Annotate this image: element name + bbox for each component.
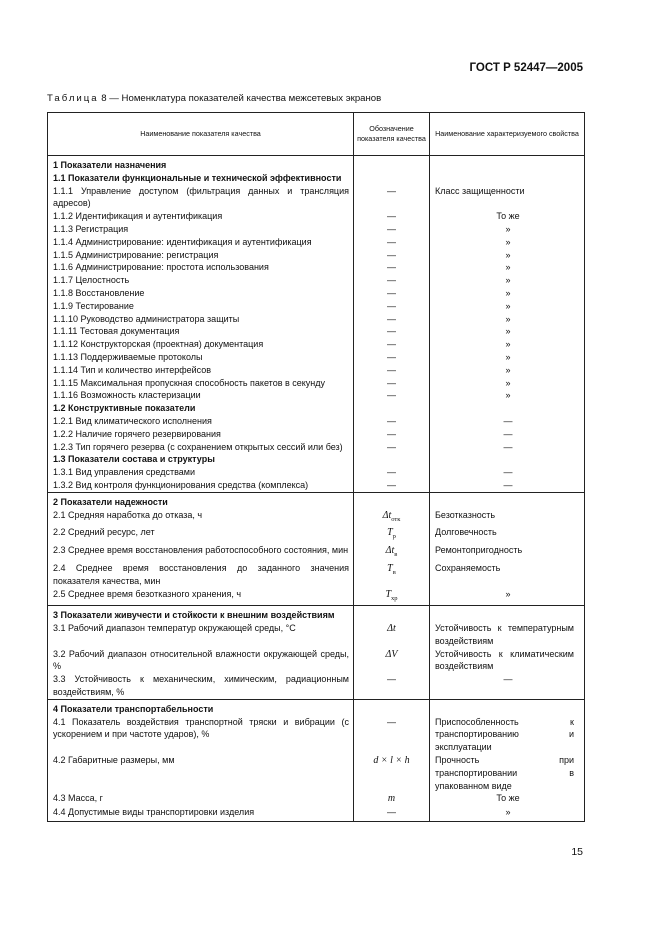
table-row [48,453,585,466]
indicator-name-cell: 1.1.11 Тестовая документация [48,325,354,338]
table-row [48,156,585,172]
indicator-name-cell: 4 Показатели транспортабельности [48,699,354,715]
table-row [48,492,585,508]
indicator-symbol-subscript: р [392,533,396,541]
table-row [48,249,585,262]
table-row [48,351,585,364]
indicator-name-cell: 4.1 Показатель воздействия транспортной тряски и вибрации (с ускорением и при частоте ударов), % [48,716,354,754]
indicator-symbol-cell: — [354,673,430,699]
column-header-property: Наименование характеризуемого свойства [430,113,585,156]
indicator-symbol: T [387,562,393,574]
indicator-symbol-subscript: хр [391,594,398,602]
indicator-symbol-cell: — [354,479,430,492]
table-row [48,389,585,402]
property-cell: Безотказность [430,509,585,527]
property-cell: Сохраняемость [430,562,585,588]
column-header-name: Наименование показателя качества [48,113,354,156]
table-row [48,313,585,326]
indicator-symbol-cell [354,509,430,527]
indicator-name-cell: 1.1.9 Тестирование [48,300,354,313]
indicator-name-cell: 3.1 Рабочий диапазон температур окружающей среды, °С [48,622,354,648]
table-row [48,588,585,606]
indicator-symbol-cell: — [354,364,430,377]
table-row [48,325,585,338]
indicator-name-cell: 3 Показатели живучести и стойкости к внешним воздействиям [48,606,354,622]
property-cell [430,492,585,508]
table-caption-text: 8 — Номенклатура показателей качества межсетевых экранов [101,93,382,104]
indicator-name-cell: 1.1.5 Администрирование: регистрация [48,249,354,262]
indicator-symbol-cell: — [354,274,430,287]
indicator-symbol-cell: — [354,441,430,454]
property-cell: » [430,806,585,821]
table-row [48,606,585,622]
indicator-name-cell: 1.1.4 Администрирование: идентификация и аутентификация [48,236,354,249]
indicator-symbol-cell: — [354,338,430,351]
table-row [48,274,585,287]
property-cell: Устойчивость к температурным воздействиям [430,622,585,648]
property-cell: То же [430,210,585,223]
property-cell: » [430,223,585,236]
indicator-symbol: m [387,793,396,805]
table-row [48,509,585,527]
property-cell: » [430,249,585,262]
table-row [48,428,585,441]
indicator-symbol-cell [354,606,430,622]
indicator-symbol-cell [354,402,430,415]
indicator-name-cell: 2.4 Среднее время восстановления до заданного значения показателя качества, мин [48,562,354,588]
table-row [48,377,585,390]
table-row [48,300,585,313]
indicator-symbol-cell [354,453,430,466]
table-row [48,441,585,454]
property-cell: — [430,479,585,492]
indicator-name-cell: 2 Показатели надежности [48,492,354,508]
property-cell [430,453,585,466]
property-cell: » [430,300,585,313]
table-row [48,210,585,223]
indicator-symbol: d × l × h [373,755,410,767]
table-row [48,185,585,211]
indicator-symbol-cell: — [354,261,430,274]
table-body [48,156,585,822]
indicator-name-cell: 1.1.13 Поддерживаемые протоколы [48,351,354,364]
indicator-symbol-cell: — [354,351,430,364]
indicator-name-cell: 2.1 Средняя наработка до отказа, ч [48,509,354,527]
table-row [48,673,585,699]
indicator-symbol-subscript: в [394,551,398,559]
table-row [48,544,585,562]
indicator-symbol-cell [354,622,430,648]
table-row [48,754,585,792]
property-cell: Приспособленность к транспортированию и эксплуатации [430,716,585,754]
quality-indicators-table [47,112,585,822]
table-row [48,792,585,806]
indicator-symbol-cell: — [354,716,430,754]
indicator-symbol-cell: — [354,325,430,338]
property-cell: » [430,325,585,338]
indicator-symbol-cell: — [354,223,430,236]
table-row [48,402,585,415]
property-cell: Долговечность [430,526,585,544]
indicator-name-cell: 2.5 Среднее время безотказного хранения, ч [48,588,354,606]
property-cell: » [430,287,585,300]
property-cell: — [430,673,585,699]
indicator-symbol-subscript: в [392,568,396,576]
indicator-symbol-cell [354,648,430,674]
property-cell [430,172,585,185]
indicator-symbol: Δt [385,545,395,557]
indicator-symbol-cell: — [354,287,430,300]
property-cell: Прочность при транспортировании в упакованном виде [430,754,585,792]
indicator-symbol-cell [354,172,430,185]
table-row [48,466,585,479]
table-row [48,415,585,428]
indicator-name-cell: 1.1.15 Максимальная пропускная способность пакетов в секунду [48,377,354,390]
property-cell: » [430,261,585,274]
table-row [48,261,585,274]
indicator-symbol-cell [354,526,430,544]
indicator-name-cell: 2.2 Средний ресурс, лет [48,526,354,544]
table-row [48,716,585,754]
indicator-name-cell: 1.2 Конструктивные показатели [48,402,354,415]
document-code: ГОСТ Р 52447—2005 [469,62,583,74]
indicator-symbol-cell: — [354,415,430,428]
table-row [48,648,585,674]
table-row [48,223,585,236]
property-cell [430,606,585,622]
indicator-symbol-cell [354,562,430,588]
table-row [48,526,585,544]
indicator-symbol-cell [354,156,430,172]
indicator-symbol: T [385,588,392,600]
indicator-symbol: Δt [387,623,396,635]
property-cell: — [430,428,585,441]
indicator-name-cell: 3.3 Устойчивость к механическим, химическим, радиационным воздействиям, % [48,673,354,699]
property-cell: То же [430,792,585,806]
property-cell: Класс защищенности [430,185,585,211]
property-cell: » [430,313,585,326]
table-row [48,699,585,715]
property-cell: Устойчивость к климатическим воздействиям [430,648,585,674]
indicator-name-cell: 4.4 Допустимые виды транспортировки изделия [48,806,354,821]
property-cell: » [430,351,585,364]
indicator-name-cell: 1.2.3 Тип горячего резерва (с сохранением открытых сессий или без) [48,441,354,454]
indicator-name-cell: 2.3 Среднее время восстановления работоспособного состояния, мин [48,544,354,562]
indicator-symbol-cell [354,492,430,508]
indicator-symbol: ΔV [385,648,398,660]
indicator-name-cell: 1 Показатели назначения [48,156,354,172]
table-row [48,236,585,249]
table-caption [47,93,381,104]
indicator-name-cell: 1.1.14 Тип и количество интерфейсов [48,364,354,377]
indicator-name-cell: 1.1.7 Целостность [48,274,354,287]
indicator-symbol-subscript: отк [391,515,401,523]
property-cell: » [430,389,585,402]
indicator-symbol-cell [354,588,430,606]
indicator-symbol-cell: — [354,236,430,249]
indicator-symbol-cell [354,792,430,806]
table-row [48,364,585,377]
indicator-symbol-cell: — [354,466,430,479]
indicator-name-cell: 1.1.10 Руководство администратора защиты [48,313,354,326]
indicator-symbol-cell: — [354,249,430,262]
table-row [48,806,585,821]
indicator-name-cell: 1.1.3 Регистрация [48,223,354,236]
property-cell: » [430,274,585,287]
indicator-symbol-cell: — [354,377,430,390]
indicator-name-cell: 1.1.2 Идентификация и аутентификация [48,210,354,223]
column-header-symbol: Обозначение показателя качества [354,113,430,156]
property-cell: » [430,338,585,351]
table-row [48,287,585,300]
property-cell: Ремонтопригодность [430,544,585,562]
indicator-symbol-cell: — [354,806,430,821]
indicator-symbol-cell: — [354,428,430,441]
indicator-name-cell: 4.2 Габаритные размеры, мм [48,754,354,792]
indicator-name-cell: 1.1.1 Управление доступом (фильтрация данных и трансляция адресов) [48,185,354,211]
indicator-name-cell: 1.1.12 Конструкторская (проектная) документация [48,338,354,351]
indicator-name-cell: 1.1.16 Возможность кластеризации [48,389,354,402]
indicator-name-cell: 1.3.2 Вид контроля функционирования средства (комплекса) [48,479,354,492]
indicator-name-cell: 1.3 Показатели состава и структуры [48,453,354,466]
indicator-symbol-cell: — [354,185,430,211]
table-row [48,172,585,185]
indicator-symbol: Δt [382,509,392,521]
property-cell: » [430,236,585,249]
property-cell: — [430,441,585,454]
property-cell [430,156,585,172]
property-cell [430,699,585,715]
indicator-name-cell: 1.1 Показатели функциональные и технической эффективности [48,172,354,185]
property-cell: » [430,364,585,377]
indicator-name-cell: 1.1.8 Восстановление [48,287,354,300]
property-cell: — [430,415,585,428]
property-cell: — [430,466,585,479]
property-cell: » [430,588,585,606]
table-row [48,562,585,588]
indicator-symbol-cell: — [354,300,430,313]
indicator-symbol: T [387,527,393,539]
table-row [48,479,585,492]
indicator-name-cell: 1.3.1 Вид управления средствами [48,466,354,479]
property-cell: » [430,377,585,390]
indicator-symbol-cell [354,754,430,792]
page-number: 15 [571,846,583,858]
table-header-row [48,113,585,156]
indicator-symbol-cell: — [354,313,430,326]
indicator-name-cell: 1.2.2 Наличие горячего резервирования [48,428,354,441]
indicator-name-cell: 4.3 Масса, г [48,792,354,806]
indicator-name-cell: 1.1.6 Администрирование: простота использования [48,261,354,274]
indicator-symbol-cell [354,544,430,562]
indicator-name-cell: 1.2.1 Вид климатического исполнения [48,415,354,428]
table-caption-label: Таблица [47,93,99,104]
indicator-symbol-cell [354,699,430,715]
indicator-symbol-cell: — [354,210,430,223]
table-row [48,622,585,648]
table-row [48,338,585,351]
indicator-name-cell: 3.2 Рабочий диапазон относительной влажности окружающей среды, % [48,648,354,674]
indicator-symbol-cell: — [354,389,430,402]
property-cell [430,402,585,415]
